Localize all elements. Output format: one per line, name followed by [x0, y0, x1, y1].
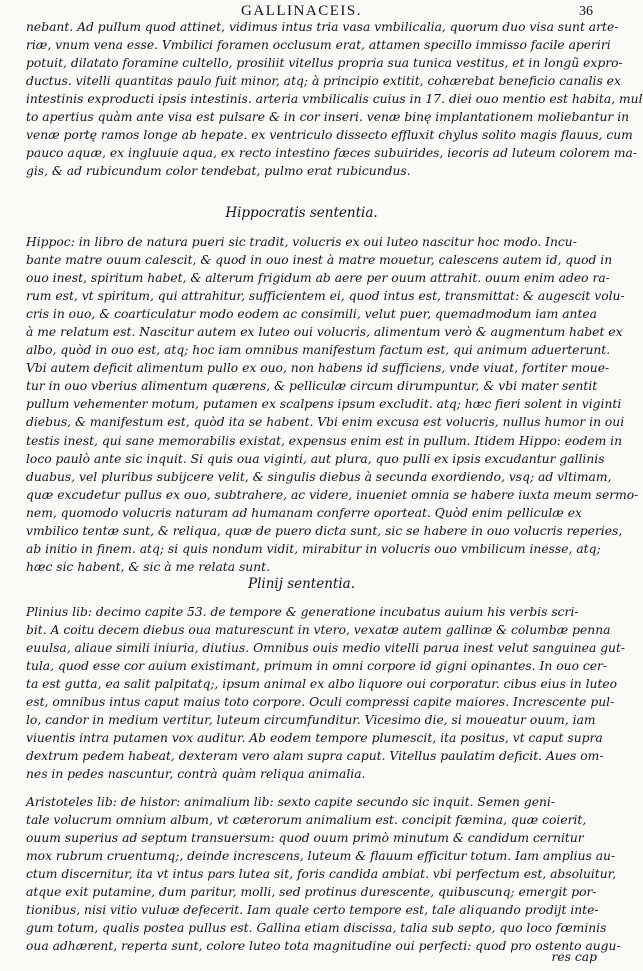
- text-line: oua adhærent, reperta sunt, colore luteo tota magnitudine oui perfecti: quod pro ostento augu-: [26, 939, 621, 954]
- running-title: GALLINACEIS.: [241, 3, 362, 19]
- pliny-paragraph: [26, 603, 626, 783]
- text-line: tula, quod esse cor auium existimant, primum in omni corpore id gigni opinantes. In ouo cer-: [26, 659, 608, 674]
- text-line: nes in pedes nascuntur, contrà quàm reliqua animalia.: [26, 767, 366, 782]
- text-line: dextrum pedem habeat, dexteram vero alam supra caput. Vitellus paulatim deficit. Aues om-: [26, 749, 604, 764]
- text-line: ouo inest, spiritum habet, & alterum frigidum ab aere per ouum attrahit. ouum enim adeo ra-: [26, 271, 610, 286]
- pliny-heading: Plinij sententia.: [247, 576, 355, 592]
- text-line: atque exit putamine, dum paritur, molli, sed protinus durescente, quibuscunq; emergit por-: [26, 885, 597, 900]
- text-line: albo, quòd in ouo est, atq; hoc iam omnibus manifestum factum est, qui animum aduerterunt.: [26, 343, 611, 358]
- text-line: rum est, vt spiritum, qui attrahitur, sufficientem ei, quod intus est, transmittat: & augescit volu-: [26, 289, 625, 304]
- page-number: 36: [579, 4, 593, 19]
- text-line: Plinius lib: decimo capite 53. de tempore & generatione incubatus auium his verbis scri-: [26, 605, 579, 619]
- text-line: bante matre ouum calescit, & quod in ouo inest à matre mouetur, calescens autem id, quod in: [26, 253, 613, 268]
- hippocrates-heading: Hippocratis sententia.: [225, 205, 378, 221]
- text-line: diebus, & manifestum est, quòd ita se habent. Vbi enim excusa est volucris, nullus humor in oui: [26, 415, 625, 430]
- text-line: pauco aquæ, ex ingluuie aqua, ex recto intestino fæces subuirides, iecoris ad luteum colorem ma-: [26, 146, 637, 161]
- text-line: tur in ouo vberius alimentum quærens, & pelliculæ circum dirumpuntur, & vbi mater sentit: [26, 379, 598, 394]
- text-line: cris in ouo, & coarticulatur modo eodem ac consimili, velut puer, quemadmodum iam antea: [26, 307, 598, 322]
- text-line: mox rubrum cruentumq;, deinde increscens, luteum & flauum efficitur totum. Iam amplius au-: [26, 849, 616, 864]
- text-line: viuentis intra putamen vox auditur. Ab eodem tempore plumescit, ita positus, vt caput supra: [26, 731, 603, 746]
- text-line: Hippoc: in libro de natura pueri sic tradit, volucris ex oui luteo nascitur hoc modo. Incu-: [26, 235, 577, 249]
- text-line: est, omnibus intus caput maius toto corpore. Oculi compressi capite maiores. Increscente pul-: [26, 695, 615, 710]
- text-line: pullum vehementer motum, putamen ex scalpens ipsum excludit. atq; hæc fieri solent in viginti: [26, 397, 622, 412]
- text-line: to apertius quàm ante visa est pulsare & in cor inseri. venæ binę implantationem moliebantur in: [26, 110, 630, 125]
- catchword: res cap: [551, 950, 597, 964]
- text-line: Vbi autem deficit alimentum pullo ex ouo, non habens id sufficiens, vnde viuat, fortiter moue-: [26, 361, 610, 376]
- text-line: gum totum, qualis postea pullus est. Gallina etiam discissa, talia sub septo, quo loco fœminis: [26, 921, 607, 936]
- text-line: loco paulò ante sic inquit. Si quis oua viginti, aut plura, quo pulli ex ipsis excudantur gallinis: [26, 451, 605, 466]
- text-line: venæ portę ramos longe ab hepate. ex ventriculo dissecto effluxit chylus solito magis flauus, cum: [26, 128, 633, 143]
- hippocrates-paragraph: [26, 233, 639, 576]
- text-line: ab initio in finem. atq; si quis nondum vidit, mirabitur in volucris ouo vmbilicum inesse, atq;: [26, 541, 601, 556]
- text-line: ta est gutta, ea salit palpitatq;, ipsum animal ex albo liquore oui corporatur. cibus eius in luteo: [26, 677, 618, 692]
- text-line: ductus. vitelli quantitas paulo fuit minor, atq; à principio extitit, cohærebat beneficio canalis ex: [26, 74, 621, 89]
- text-line: Aristoteles lib: de histor: animalium lib: sexto capite secundo sic inquit. Semen geni-: [26, 795, 556, 809]
- text-line: ouum superius ad septum transuersum: quod ouum primò minutum & candidum cernitur: [26, 831, 584, 846]
- text-line: bit. A coitu decem diebus oua maturescunt in vtero, vexatæ autem gallinæ & columbæ penna: [26, 623, 611, 638]
- text-line: nebant. Ad pullum quod attinet, vidimus intus tria vasa vmbilicalia, quorum duo visa sunt arte-: [26, 20, 619, 34]
- text-line: tionibus, nisi vitio vuluæ defecerit. Iam quale certo tempore est, tale aliquando prodijt inte-: [26, 903, 599, 918]
- text-line: riæ, vnum vena esse. Vmbilici foramen occlusum erat, attamen specillo immisso facile aperiri: [26, 38, 611, 53]
- intro-paragraph: [26, 18, 643, 180]
- text-line: intestinis exproducti ipsis intestinis. arteria vmbilicalis cuius in 17. diei ouo mentio est habita, mul: [26, 92, 643, 107]
- aristotle-paragraph: [26, 793, 621, 955]
- text-line: vmbilico tentæ sunt, & reliqua, quæ de puero dicta sunt, sic se habere in ouo volucris reperies,: [26, 523, 623, 538]
- text-line: potuit, dilatato foramine cultello, prosiliit vitellus propria sua tunica vestitus, et in longũ expro-: [26, 56, 623, 71]
- text-line: quæ excudetur pullus ex ouo, subtrahere, ac videre, inueniet omnia se habere iuxta meum sermo-: [26, 487, 639, 502]
- text-line: tale volucrum omnium album, vt cæterorum animalium est. concipit fœmina, quæ coierit,: [26, 813, 587, 828]
- text-line: lo, candor in medium vertitur, luteum circumfunditur. Vicesimo die, si moueatur ouum, iam: [26, 713, 596, 728]
- text-line: hæc sic habent, & sic à me relata sunt.: [26, 559, 270, 574]
- text-line: testis inest, qui sane memorabilis existat, expensus enim est in pullum. Itidem Hippo: eodem in: [26, 433, 623, 448]
- text-line: ctum discernitur, ita vt intus pars lutea sit, foris candida ambiat. vbi perfectum est, absoluitur,: [26, 867, 617, 882]
- text-line: euulsa, aliaue simili iniuria, diutius. Omnibus ouis medio vitelli parua inest velut sanguinea gut-: [26, 641, 626, 656]
- text-line: duabus, vel pluribus subijcere velit, & singulis diebus à secunda exordiendo, vsq; ad vltimam,: [26, 469, 612, 484]
- text-line: à me relatum est. Nascitur autem ex luteo oui volucris, alimentum verò & augmentum habet ex: [26, 325, 623, 340]
- text-line: gis, & ad rubicundum color tendebat, pulmo erat rubicundus.: [26, 164, 411, 179]
- text-line: nem, quomodo volucris naturam ad humanam conferre oporteat. Quòd enim pelliculæ ex: [26, 505, 582, 520]
